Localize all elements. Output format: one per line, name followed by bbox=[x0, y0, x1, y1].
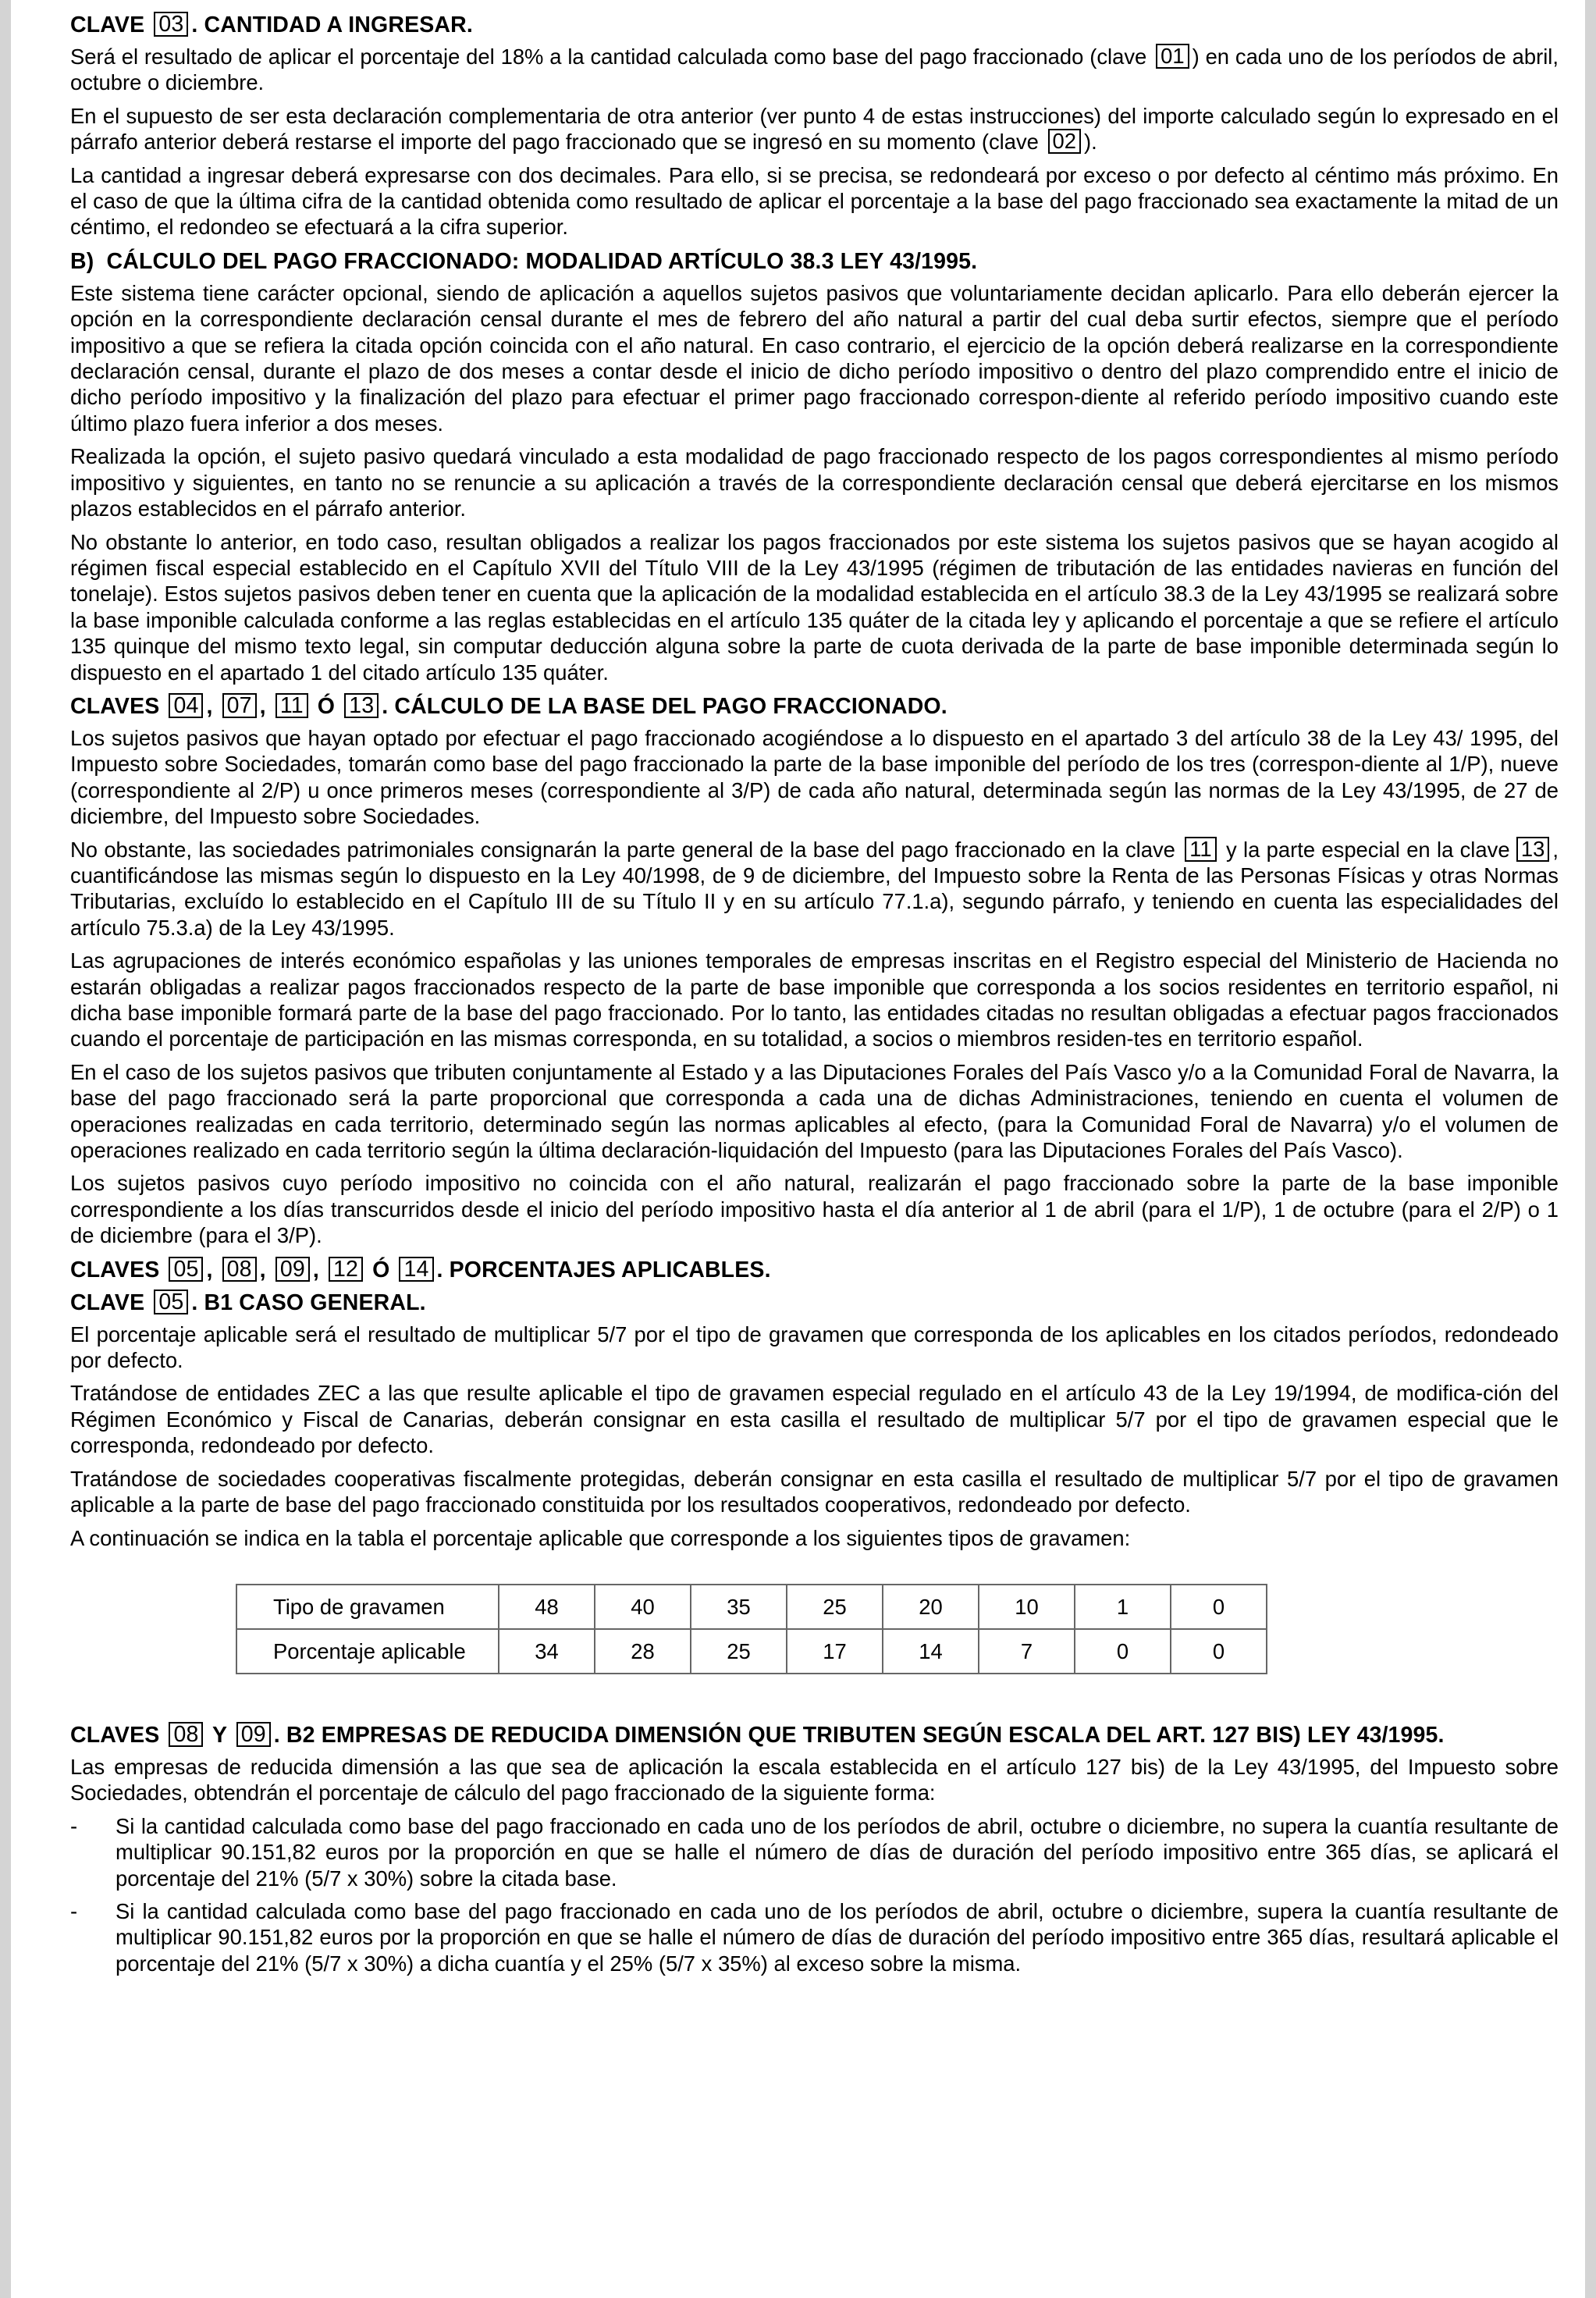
list-item-text: Si la cantidad calculada como base del pago fraccionado en cada uno de los períodos de abril, octubre o diciembre, supera la cuantía resultante de multiplicar 90.151,82 euros por la proporción en que se halle el número de días de duración del período impositivo entre 365 días, resultará aplicable el porcentaje del 21% (5/7 x 30%) a dicha cuantía y el 25% (5/7 x 35%) al exceso sobre la misma. bbox=[116, 1898, 1559, 1976]
table-cell: 17 bbox=[787, 1629, 883, 1674]
separator: , bbox=[259, 693, 266, 719]
paragraph: Tratándose de entidades ZEC a las que resulte aplicable el tipo de gravamen especial regulado en el artículo 43 de la Ley 19/1994, de modifica-ción del Régimen Económico y Fiscal de Canarias, deberán consignar en esta casilla el resultado de multiplicar 5/7 por el tipo de gravamen especial que le corresponda, redondeado por defecto. bbox=[70, 1381, 1559, 1458]
clave-box: 12 bbox=[329, 1257, 363, 1282]
paragraph: No obstante lo anterior, en todo caso, resultan obligados a realizar los pagos fraccionados por este sistema los sujetos pasivos que se hayan acogido al régimen fiscal especial establecido en el Capítulo XVII del Título VIII de la Ley 43/1995 (régimen de tributación de las entidades navieras en función del tonelaje). Estos sujetos pasivos deben tener en cuenta que la aplicación de la modalidad establecida en el artículo 38.3 de la Ley 43/1995 se realizará sobre la base imponible calculada conforme a las reglas establecidas en el artículo 135 quáter de la citada ley y aplicando el porcentaje a que se refiere el artículo 135 quinque del mismo texto legal, sin computar deducción alguna sobre la parte de cuota derivada de la parte de base imponible determinada según lo dispuesto en el apartado 1 del citado artículo 135 quáter. bbox=[70, 529, 1559, 685]
paragraph: El porcentaje aplicable será el resultado de multiplicar 5/7 por el tipo de gravamen que corresponda de los aplicables en los citados períodos, redondeado por defecto. bbox=[70, 1322, 1559, 1373]
heading-text: CLAVE bbox=[70, 12, 145, 37]
paragraph bbox=[70, 837, 1559, 941]
row-label: Tipo de gravamen bbox=[236, 1585, 499, 1629]
table-cell: 10 bbox=[979, 1585, 1075, 1629]
clave-box: 04 bbox=[169, 693, 203, 718]
paragraph bbox=[70, 44, 1559, 96]
clave-box: 11 bbox=[1185, 837, 1216, 862]
table-cell: 0 bbox=[1075, 1629, 1171, 1674]
separator: , bbox=[206, 1257, 213, 1282]
heading-claves-base bbox=[70, 692, 1559, 720]
separator: , bbox=[312, 1257, 319, 1282]
table-cell: 0 bbox=[1171, 1629, 1267, 1674]
heading-section-b: B) CÁLCULO DEL PAGO FRACCIONADO: MODALIDAD ARTÍCULO 38.3 LEY 43/1995. bbox=[70, 248, 978, 274]
paragraph-text: En el supuesto de ser esta declaración complementaria de otra anterior (ver punto 4 de estas instrucciones) del importe calculado según lo expresado en el párrafo anterior deberá restarse el importe del pago fraccionado que se ingresó en su momento (clave bbox=[70, 103, 1559, 155]
spacer bbox=[70, 1674, 1559, 1721]
separator: , bbox=[206, 693, 213, 719]
heading-text: CLAVES bbox=[70, 693, 160, 719]
table-cell: 25 bbox=[691, 1629, 787, 1674]
list-item bbox=[70, 1813, 1559, 1891]
table-cell: 40 bbox=[595, 1585, 691, 1629]
clave-box: 13 bbox=[344, 693, 379, 718]
paragraph-text: ) en cada uno de los períodos de abril, octubre o diciembre. bbox=[70, 44, 1559, 95]
separator: Ó bbox=[372, 1257, 390, 1282]
list-dash: - bbox=[70, 1813, 78, 1838]
paragraph: Los sujetos pasivos cuyo período impositivo no coincida con el año natural, realizarán el pago fraccionado sobre la parte de la base imponible correspondiente a los días transcurridos desde el inicio del período impositivo hasta el día anterior al 1 de abril (para el 1/P), 1 de octubre (para el 2/P) o 1 de diciembre (para el 3/P). bbox=[70, 1171, 1559, 1248]
row-label: Porcentaje aplicable bbox=[236, 1629, 499, 1674]
document-page bbox=[70, 11, 1559, 1983]
paragraph-text: ). bbox=[1083, 130, 1097, 155]
paragraph: Las agrupaciones de interés económico españolas y las uniones temporales de empresas inscritas en el Registro especial del Ministerio de Hacienda no estarán obligadas a realizar pagos fraccionados respecto de la parte de base imponible que corresponda a los socios residentes en territorio español, ni dicha base imponible formará parte de la base del pago fraccionado. Por lo tanto, las entidades citadas no resultan obligadas a efectuar pagos fraccionados cuando el porcentaje de participación en las mismas corresponda, en su totalidad, a socios o miembros residen-tes en territorio español. bbox=[70, 948, 1559, 1051]
clave-box: 08 bbox=[169, 1722, 203, 1747]
table-cell: 0 bbox=[1171, 1585, 1267, 1629]
paragraph: A continuación se indica en la tabla el porcentaje aplicable que corresponde a los siguientes tipos de gravamen: bbox=[70, 1525, 1131, 1550]
paragraph: En el caso de los sujetos pasivos que tributen conjuntamente al Estado y a las Diputaciones Forales del País Vasco y/o a la Comunidad Foral de Navarra, la base del pago fraccionado será la parte proporcional que corresponda a cada una de dichas Administraciones, teniendo en cuenta el volumen de operaciones realizadas en cada territorio, determinado según las normas aplicables al efecto, (para la Comunidad Foral de Navarra) y/o el volumen de operaciones realizado en cada territorio según la última declaración-liquidación del Impuesto (para las Diputaciones Forales del País Vasco). bbox=[70, 1059, 1559, 1163]
clave-box: 09 bbox=[236, 1722, 271, 1747]
paragraph: Este sistema tiene carácter opcional, siendo de aplicación a aquellos sujetos pasivos que voluntariamente decidan aplicarlo. Para ello deberán ejercer la opción en la correspondiente declaración censal durante el mes de febrero del año natural a partir del cual deba surtir efectos, siempre que el período impositivo a que se refiera la citada opción coincida con el año natural. En caso contrario, el ejercicio de la opción deberá realizarse en la correspondiente declaración censal, durante el plazo de dos meses a contar desde el inicio de dicho período impositivo o dentro del plazo comprendido entre el inicio de dicho período impositivo y la finalización del plazo para efectuar el primer pago fraccionado correspon-diente al referido período impositivo cuando este último plazo fuera inferior a dos meses. bbox=[70, 280, 1559, 436]
table-cell: 14 bbox=[883, 1629, 979, 1674]
page-edge-right bbox=[1585, 0, 1596, 2298]
paragraph-text: No obstante, las sociedades patrimoniales consignarán la parte general de la base del pago fraccionado en la clave bbox=[70, 837, 1175, 862]
paragraph-text: y la parte especial en la clave bbox=[1226, 837, 1510, 862]
heading-claves-porcentajes bbox=[70, 1256, 1559, 1284]
clave-box: 03 bbox=[154, 12, 188, 37]
paragraph: Realizada la opción, el sujeto pasivo quedará vinculado a esta modalidad de pago fraccionado respecto de los pagos correspondientes al mismo período impositivo y siguientes, en tanto no se renuncie a su aplicación a través de la correspondiente declaración censal que deberá ejercitarse en los mismos plazos establecidos en el párrafo anterior. bbox=[70, 444, 1559, 521]
heading-claves-08-09 bbox=[70, 1721, 1559, 1749]
heading-clave-03 bbox=[70, 11, 1559, 39]
heading-text: . PORCENTAJES APLICABLES. bbox=[436, 1257, 771, 1282]
table-row bbox=[236, 1629, 1267, 1674]
table-cell: 20 bbox=[883, 1585, 979, 1629]
clave-box: 02 bbox=[1048, 129, 1081, 154]
paragraph bbox=[70, 103, 1559, 155]
heading-text: CLAVE bbox=[70, 1290, 145, 1315]
clave-box: 13 bbox=[1516, 837, 1549, 862]
heading-text: CLAVES bbox=[70, 1257, 160, 1282]
separator: Ó bbox=[317, 693, 336, 719]
paragraph: Los sujetos pasivos que hayan optado por efectuar el pago fraccionado acogiéndose a lo dispuesto en el apartado 3 del artículo 38 de la Ley 43/ 1995, del Impuesto sobre Sociedades, tomarán como base del pago fraccionado la parte de la base imponible del período de los tres (correspon-diente al 1/P), nueve (correspondiente al 2/P) u once primeros meses (correspondiente al 3/P) de cada año natural, determinada según las normas de la Ley 43/1995, de 27 de diciembre, del Impuesto sobre Sociedades. bbox=[70, 725, 1559, 829]
heading-text: . CÁLCULO DE LA BASE DEL PAGO FRACCIONADO. bbox=[382, 693, 947, 719]
clave-box: 08 bbox=[222, 1257, 257, 1282]
heading-text: CLAVES bbox=[70, 1722, 160, 1748]
clave-box: 05 bbox=[169, 1257, 203, 1282]
table-cell: 48 bbox=[499, 1585, 595, 1629]
heading-text: . CANTIDAD A INGRESAR. bbox=[191, 12, 473, 37]
table-cell: 7 bbox=[979, 1629, 1075, 1674]
page-edge-left bbox=[0, 0, 11, 2298]
rates-table bbox=[236, 1584, 1267, 1674]
clave-box: 09 bbox=[275, 1257, 310, 1282]
table-cell: 28 bbox=[595, 1629, 691, 1674]
heading-text: . B2 EMPRESAS DE REDUCIDA DIMENSIÓN QUE TRIBUTEN SEGÚN ESCALA DEL ART. 127 BIS) LEY 43/1995. bbox=[273, 1722, 1445, 1748]
clave-box: 14 bbox=[399, 1257, 433, 1282]
table-cell: 35 bbox=[691, 1585, 787, 1629]
paragraph-text: Será el resultado de aplicar el porcentaje del 18% a la cantidad calculada como base del pago fraccionado (clave bbox=[70, 44, 1147, 69]
table-cell: 34 bbox=[499, 1629, 595, 1674]
list-item bbox=[70, 1898, 1559, 1976]
clave-box: 07 bbox=[222, 693, 257, 718]
table-cell: 1 bbox=[1075, 1585, 1171, 1629]
clave-box: 01 bbox=[1156, 44, 1189, 69]
table-cell: 25 bbox=[787, 1585, 883, 1629]
paragraph: La cantidad a ingresar deberá expresarse con dos decimales. Para ello, si se precisa, se redondeará por exceso o por defecto al céntimo más próximo. En el caso de que la última cifra de la cantidad obtenida como resultado de aplicar el porcentaje a la base del pago fraccionado sea exactamente la mitad de un céntimo, el redondeo se efectuará a la cifra superior. bbox=[70, 162, 1559, 240]
separator: Y bbox=[212, 1722, 227, 1748]
table-row bbox=[236, 1585, 1267, 1629]
paragraph-text: , cuantificándose las mismas según lo dispuesto en la Ley 40/1998, de 9 de diciembre, del Impuesto sobre la Renta de las Personas Físicas y otras Normas Tributarias, excluído lo establecido en el Capítulo III de su Título II y en su artículo 77.1.a), segundo párrafo, y teniendo en cuenta las especialidades del artículo 75.3.a) de la Ley 43/1995. bbox=[70, 837, 1559, 940]
paragraph: Tratándose de sociedades cooperativas fiscalmente protegidas, deberán consignar en esta casilla el resultado de multiplicar 5/7 por el tipo de gravamen aplicable a la parte de base del pago fraccionado constituida por los resultados cooperativos, redondeado por defecto. bbox=[70, 1466, 1559, 1517]
separator: , bbox=[259, 1257, 266, 1282]
list-item-text: Si la cantidad calculada como base del pago fraccionado en cada uno de los períodos de abril, octubre o diciembre, no supera la cuantía resultante de multiplicar 90.151,82 euros por la proporción en que se halle el número de días de duración del período impositivo entre 365 días, se aplicará el porcentaje del 21% (5/7 x 30%) sobre la citada base. bbox=[116, 1813, 1559, 1891]
heading-text: . B1 CASO GENERAL. bbox=[191, 1290, 426, 1315]
clave-box: 11 bbox=[275, 693, 308, 718]
heading-clave-05 bbox=[70, 1289, 1559, 1317]
paragraph: Las empresas de reducida dimensión a las que sea de aplicación la escala establecida en el artículo 127 bis) de la Ley 43/1995, del Impuesto sobre Sociedades, obtendrán el porcentaje de cálculo del pago fraccionado de la siguiente forma: bbox=[70, 1754, 1559, 1805]
list-dash: - bbox=[70, 1898, 78, 1923]
clave-box: 05 bbox=[154, 1290, 188, 1314]
